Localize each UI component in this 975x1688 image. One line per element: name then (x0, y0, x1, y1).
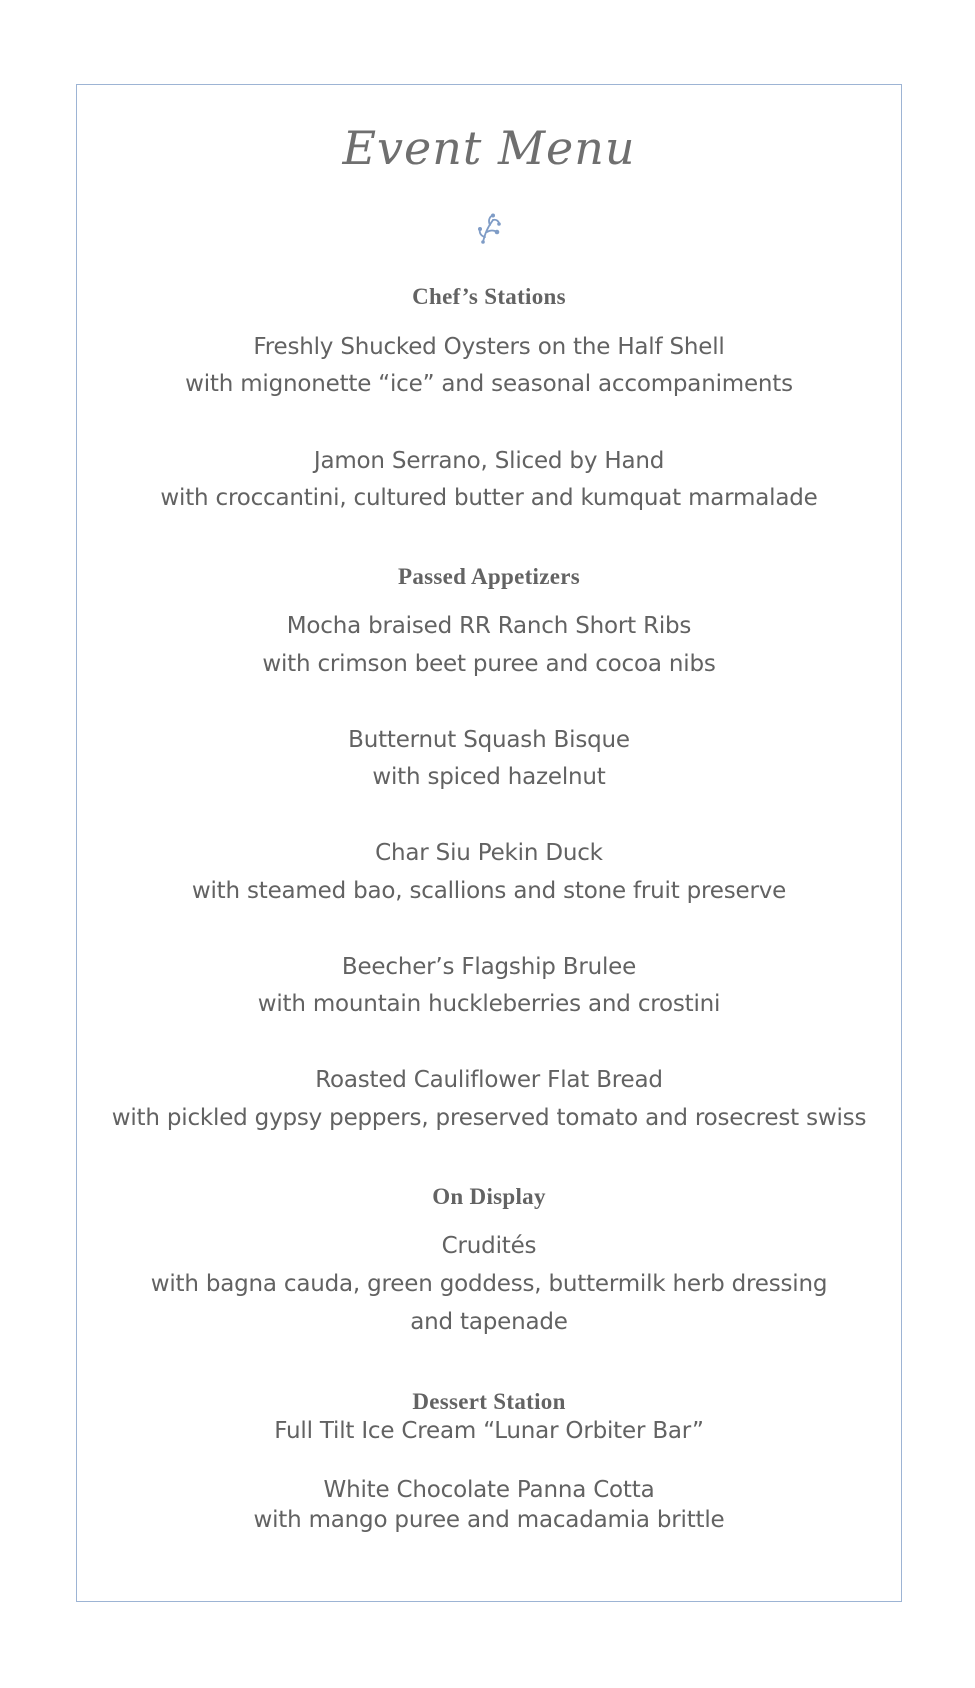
section-heading-dessert-station: Dessert Station (412, 1389, 566, 1414)
menu-title: Event Menu (342, 121, 636, 175)
menu-item-description: with bagna cauda, green goddess, buttermilk herb dressing (150, 1271, 828, 1297)
menu-item-description: and tapenade (410, 1309, 568, 1335)
menu-item-description: with mango puree and macadamia brittle (253, 1507, 725, 1533)
menu-item-description: with mignonette “ice” and seasonal accompaniments (185, 371, 793, 397)
menu-item-name: Char Siu Pekin Duck (375, 840, 603, 866)
menu-item-name: Jamon Serrano, Sliced by Hand (313, 448, 665, 474)
menu-item-description: with spiced hazelnut (372, 764, 606, 790)
menu-item-name: Crudités (441, 1233, 537, 1259)
section-heading-passed-appetizers: Passed Appetizers (397, 564, 581, 589)
section-heading-chefs-stations: Chef’s Stations (412, 284, 566, 309)
menu-item-description: with pickled gypsy peppers, preserved tomato and rosecrest swiss (111, 1105, 867, 1131)
menu-item-description: with mountain huckleberries and crostini (257, 991, 721, 1017)
menu-item-description: with crimson beet puree and cocoa nibs (262, 651, 716, 677)
menu-item-name: Butternut Squash Bisque (348, 727, 630, 753)
section-heading-on-display: On Display (432, 1184, 546, 1209)
menu-item-description: with croccantini, cultured butter and kumquat marmalade (160, 485, 818, 511)
menu-item-name: Freshly Shucked Oysters on the Half Shell (253, 334, 725, 360)
menu-item-name: Mocha braised RR Ranch Short Ribs (286, 613, 692, 639)
menu-item-description: with steamed bao, scallions and stone fruit preserve (191, 878, 787, 904)
menu-item-name: Roasted Cauliflower Flat Bread (315, 1067, 663, 1093)
menu-item-name: Full Tilt Ice Cream “Lunar Orbiter Bar” (274, 1418, 704, 1444)
menu-item-name: White Chocolate Panna Cotta (323, 1477, 655, 1503)
fleur-ornament-icon (475, 212, 503, 246)
menu-item-name: Beecher’s Flagship Brulee (341, 954, 637, 980)
